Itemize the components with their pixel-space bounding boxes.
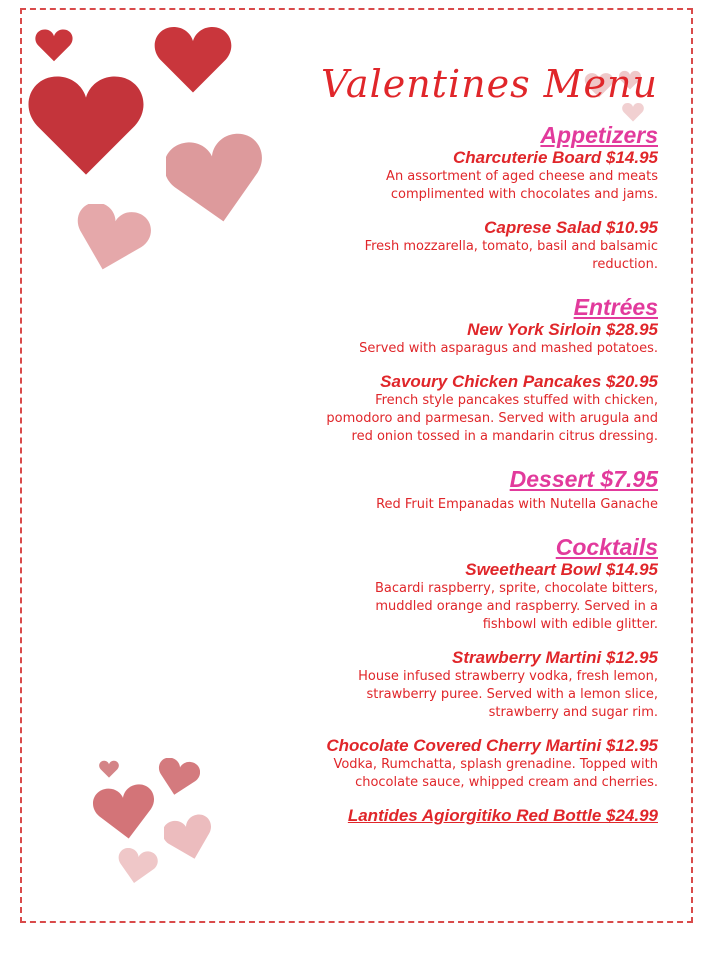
heart-icon: [26, 72, 146, 177]
heart-icon: [70, 204, 152, 272]
heart-icon: [92, 784, 158, 840]
heart-icon: [98, 760, 120, 778]
item-description: fishbowl with edible glitter.: [482, 617, 658, 632]
item-description: chocolate sauce, whipped cream and cherries.: [355, 775, 658, 790]
item-name: New York Sirloin $28.95: [467, 320, 658, 339]
item-description: pomodoro and parmesan. Served with arugula and: [326, 411, 658, 426]
item-description: Served with asparagus and mashed potatoes.: [359, 341, 658, 356]
item-description: Bacardi raspberry, sprite, chocolate bitters,: [374, 581, 658, 596]
item-description: An assortment of aged cheese and meats: [386, 169, 658, 184]
item-name: Lantides Agiorgitiko Red Bottle $24.99: [347, 806, 658, 825]
item-name: Caprese Salad $10.95: [484, 218, 658, 237]
item-description: red onion tossed in a mandarin citrus dressing.: [351, 429, 658, 444]
item-name: Strawberry Martini $12.95: [452, 648, 658, 667]
menu-content: [238, 64, 658, 826]
item-description: French style pancakes stuffed with chicken,: [375, 393, 658, 408]
menu-title: Valentines Menu: [320, 62, 658, 106]
item-name: Charcuterie Board $14.95: [452, 148, 658, 167]
item-name: Savoury Chicken Pancakes $20.95: [380, 372, 658, 391]
section-heading-appetizers: Appetizers: [540, 122, 658, 148]
heart-icon: [156, 758, 200, 796]
item-description: strawberry puree. Served with a lemon slice,: [366, 687, 658, 702]
heart-icon: [30, 28, 78, 62]
section-heading-entrees: Entrées: [573, 294, 658, 320]
item-name: Sweetheart Bowl $14.95: [465, 560, 658, 579]
heart-icon: [152, 24, 234, 94]
item-description: Fresh mozzarella, tomato, basil and balsamic: [364, 239, 658, 254]
item-name: Chocolate Covered Cherry Martini $12.95: [326, 736, 658, 755]
item-description: Red Fruit Empanadas with Nutella Ganache: [376, 497, 658, 512]
section-heading-dessert: Dessert $7.95: [509, 466, 658, 492]
section-heading-cocktails: Cocktails: [555, 534, 658, 560]
item-description: Vodka, Rumchatta, splash grenadine. Topped with: [333, 757, 658, 772]
heart-icon: [164, 812, 214, 864]
heart-icon: [116, 848, 158, 884]
item-description: complimented with chocolates and jams.: [390, 187, 658, 202]
item-description: muddled orange and raspberry. Served in a: [375, 599, 658, 614]
item-description: strawberry and sugar rim.: [488, 705, 658, 720]
item-description: House infused strawberry vodka, fresh lemon,: [358, 669, 658, 684]
item-description: reduction.: [592, 257, 658, 272]
